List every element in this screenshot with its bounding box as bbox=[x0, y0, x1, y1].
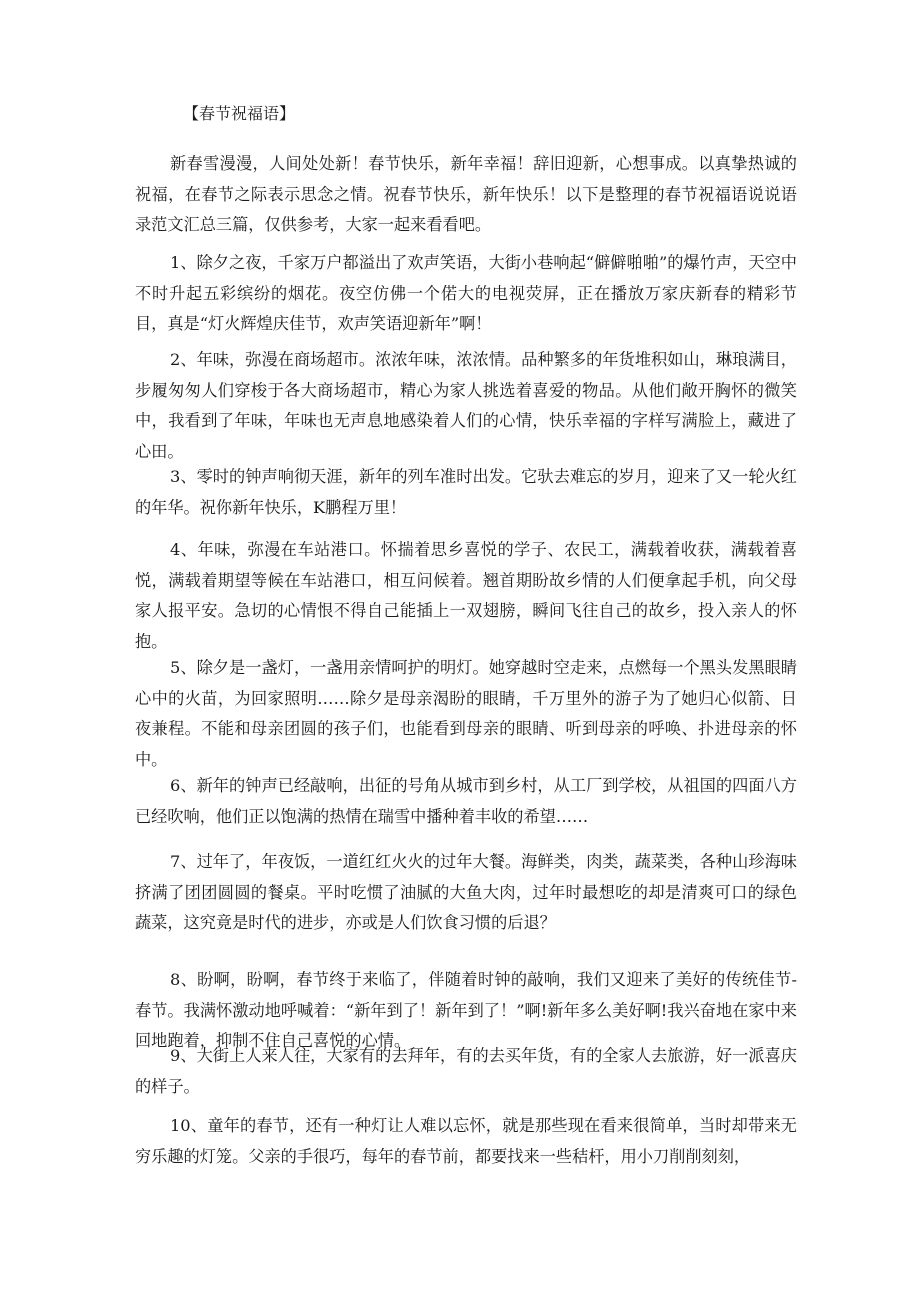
greeting-paragraph-2: 2、年味，弥漫在商场超市。浓浓年味，浓浓情。品种繁多的年货堆积如山，琳琅满目，步履匆匆人们穿梭于各大商场超市，精心为家人挑选着喜爱的物品。从他们敞开胸怀的微笑中，我看到了年味，年味也无声息地感染着人们的心情，快乐幸福的字样写满脸上，藏进了心田。 bbox=[135, 350, 797, 461]
greeting-paragraph-6: 6、新年的钟声已经敲响，出征的号角从城市到乡村，从工厂到学校，从祖国的四面八方已经吹响，他们正以饱满的热情在瑞雪中播种着丰收的希望…… bbox=[135, 776, 797, 826]
greeting-paragraph-8: 8、盼啊，盼啊，春节终于来临了，伴随着时钟的敲响，我们又迎来了美好的传统佳节-春节。我满怀激动地呼喊着：“新年到了！新年到了！”啊!新年多么美好啊!我兴奋地在家中来回地跑着，抑制不住自己喜悦的心情。 bbox=[135, 970, 797, 1050]
greeting-paragraph-7: 7、过年了，年夜饭，一道红红火火的过年大餐。海鲜类，肉类，蔬菜类，各种山珍海味挤满了团团圆圆的餐桌。平时吃惯了油腻的大鱼大肉，过年时最想吃的却是清爽可口的绿色蔬菜，这究竟是时代的进步，亦或是人们饮食习惯的后退？ bbox=[135, 852, 797, 932]
greeting-paragraph-3: 3、零时的钟声响彻天涯，新年的列车准时出发。它驮去难忘的岁月，迎来了又一轮火红的年华。祝你新年快乐，K鹏程万里！ bbox=[135, 467, 797, 517]
greeting-paragraph-1: 1、除夕之夜，千家万户都溢出了欢声笑语，大街小巷响起“僻僻啪啪”的爆竹声，天空中不时升起五彩缤纷的烟花。夜空仿佛一个偌大的电视荧屏，正在播放万家庆新春的精彩节目，真是“灯火辉煌庆佳节，欢声笑语迎新年”啊！ bbox=[135, 253, 797, 333]
intro-paragraph: 新春雪漫漫，人间处处新！春节快乐，新年幸福！辞旧迎新，心想事成。以真挚热诚的祝福，在春节之际表示思念之情。祝春节快乐，新年快乐！以下是整理的春节祝福语说说语录范文汇总三篇，仅供参考，大家一起来看看吧。 bbox=[135, 154, 797, 234]
greeting-paragraph-4: 4、年味，弥漫在车站港口。怀揣着思乡喜悦的学子、农民工，满载着收获，满载着喜悦，满载着期望等候在车站港口，相互问候着。翘首期盼故乡情的人们便拿起手机，向父母家人报平安。急切的心情恨不得自己能插上一双翅膀，瞬间飞往自己的故乡，投入亲人的怀抱。 bbox=[135, 540, 797, 651]
greeting-paragraph-5: 5、除夕是一盏灯，一盏用亲情呵护的明灯。她穿越时空走来，点燃每一个黑头发黑眼睛心中的火苗，为回家照明……除夕是母亲渴盼的眼睛，千万里外的游子为了她归心似箭、日夜兼程。不能和母亲团圆的孩子们，也能看到母亲的眼睛、听到母亲的呼唤、扑进母亲的怀中。 bbox=[135, 658, 797, 769]
greeting-paragraph-9: 9、大街上人来人往，大家有的去拜年，有的去买年货，有的全家人去旅游，好一派喜庆的样子。 bbox=[135, 1046, 797, 1096]
greeting-paragraph-10: 10、童年的春节，还有一种灯让人难以忘怀，就是那些现在看来很简单，当时却带来无穷乐趣的灯笼。父亲的手很巧，每年的春节前，都要找来一些秸杆，用小刀削削刻刻， bbox=[135, 1116, 797, 1166]
document-title: 【春节祝福语】 bbox=[183, 104, 296, 123]
